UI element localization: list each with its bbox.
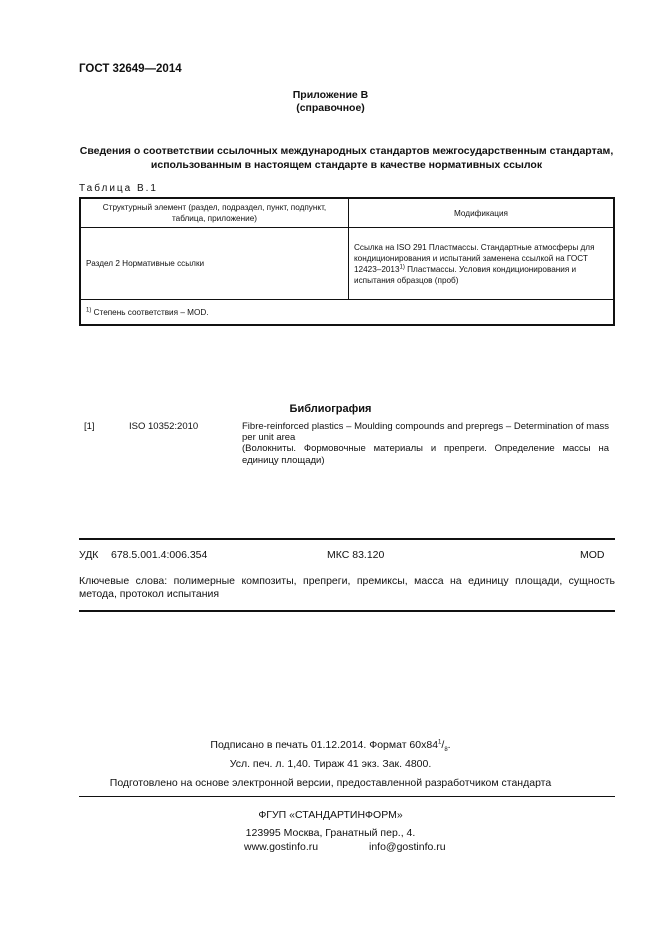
mod-label: MOD xyxy=(580,549,605,561)
document-code: ГОСТ 32649—2014 xyxy=(79,63,182,75)
print-info: Усл. печ. л. 1,40. Тираж 41 экз. Зак. 4800. xyxy=(229,758,432,770)
section-heading: Сведения о соответствии ссылочных международных стандартов межгосударственным стандартам, использованным в настоящем стандарте в качестве нормативных ссылок xyxy=(79,145,614,171)
table-header-element: Структурный элемент (раздел, подраздел, пункт, подпункт, таблица, приложение) xyxy=(80,198,349,228)
footnote-text: Степень соответствия – MOD. xyxy=(91,307,209,317)
table-row xyxy=(80,228,614,300)
prepared-note: Подготовлено на основе электронной версии, предоставленной разработчиком стандарта xyxy=(109,777,552,789)
annex-block xyxy=(0,89,661,115)
bibliography-item-standard: ISO 10352:2010 xyxy=(129,421,199,432)
signed-line: Подписано в печать 01.12.2014. Формат $60х84^1/_8$. xyxy=(210,739,451,754)
table-header-row xyxy=(80,198,614,228)
bibliography-title: Библиография xyxy=(289,403,372,415)
table-note xyxy=(80,300,614,326)
divider-bottom xyxy=(79,610,615,612)
keywords: Ключевые слова: полимерные композиты, препреги, премиксы, масса на единицу площади, сущность метода, протокол испытания xyxy=(79,575,615,600)
format-numerator: 1 xyxy=(438,739,442,746)
table-header-modification: Модификация xyxy=(349,198,615,228)
publisher-email[interactable]: info@gostinfo.ru xyxy=(369,841,446,853)
publisher-website[interactable]: www.gostinfo.ru xyxy=(244,841,319,853)
footnote-mark: 1) xyxy=(86,306,92,313)
correspondence-table xyxy=(79,197,615,326)
publisher-address: 123995 Москва, Гранатный пер., 4. xyxy=(245,827,416,839)
table-caption: Таблица В.1 xyxy=(79,183,158,194)
divider-top xyxy=(79,538,615,540)
annex-title: Приложение В xyxy=(292,89,369,101)
signed-end: . xyxy=(447,739,451,751)
modification-text-start: Ссылка на ISO 291 Пластмассы. Стандартные атмосферы для кондиционирования и испытаний заменена ссылкой на ГОСТ 12423–2013 xyxy=(354,242,595,274)
annex-subtitle: (справочное) xyxy=(296,102,365,114)
signed-text: Подписано в печать 01.12.2014. Формат 60х84 xyxy=(210,739,439,751)
bibliography-item-text xyxy=(242,421,609,466)
bibliography-item-number: [1] xyxy=(84,421,95,432)
udk-label: УДК xyxy=(79,549,99,561)
bibliography-title-en: Fibre-reinforced plastics – Moulding compounds and prepregs – Determination of mass per unit area xyxy=(242,421,609,444)
modification-text-end: Пластмассы. Условия кондиционирования и испытания образцов (проб) xyxy=(354,264,577,285)
udk-value: 678.5.001.4:006.354 xyxy=(111,549,208,561)
table-cell-element: Раздел 2 Нормативные ссылки xyxy=(80,228,349,300)
bibliography-title-ru: (Волокниты. Формовочные материалы и препреги. Определение массы на единицу площади) xyxy=(242,443,609,466)
mks-code: МКС 83.120 xyxy=(327,549,385,561)
divider-imprint xyxy=(79,796,615,797)
table-cell-modification xyxy=(349,228,615,300)
footnote-ref: 1) xyxy=(399,263,405,270)
publisher-name: ФГУП «СТАНДАРТИНФОРМ» xyxy=(258,809,403,821)
format-denominator: 8 xyxy=(444,747,448,754)
table-note-row xyxy=(80,300,614,326)
